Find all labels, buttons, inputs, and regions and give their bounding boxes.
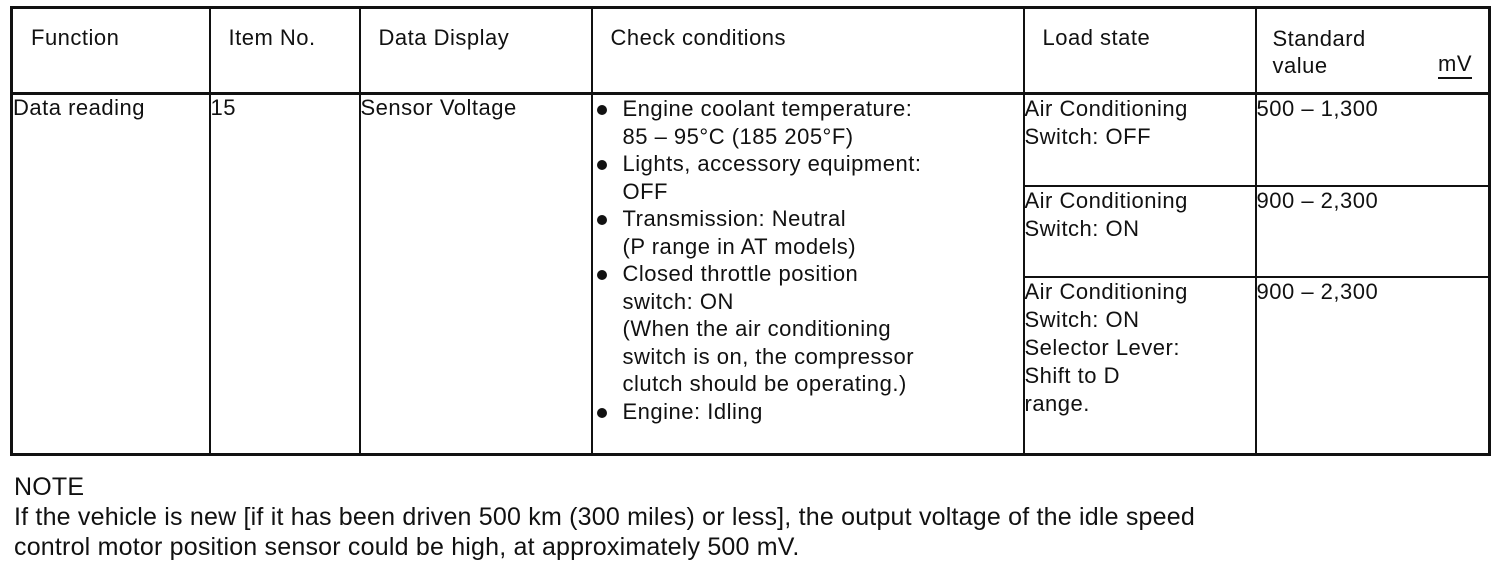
check-condition-item — [593, 150, 1023, 205]
cell-data-display: Sensor Voltage — [360, 94, 592, 455]
note-text-line: control motor position sensor could be high, at approximately 500 mV. — [14, 533, 800, 561]
check-condition-line: switch is on, the compressor — [622, 343, 915, 369]
cell-check-conditions — [592, 94, 1024, 455]
check-condition-line: Transmission: Neutral — [622, 206, 847, 231]
cell-standard-value-3: 900 – 2,300 — [1256, 277, 1490, 455]
bullet-icon — [597, 105, 607, 115]
check-condition-line: 85 – 95°C (185 205°F) — [622, 123, 854, 149]
cell-standard-value-2: 900 – 2,300 — [1256, 186, 1490, 277]
load-state-1-line: Switch: OFF — [1024, 124, 1152, 149]
check-condition-line: switch: ON — [622, 288, 734, 314]
cell-load-state-2 — [1024, 186, 1256, 277]
header-function: Function — [12, 8, 210, 94]
table-row — [12, 94, 1490, 186]
check-condition-item — [593, 260, 1023, 398]
header-standard-value-line2-wrap — [1273, 52, 1473, 79]
check-condition-item — [593, 398, 1023, 426]
load-state-3-line: Shift to D — [1024, 362, 1120, 388]
load-state-3-line: range. — [1024, 390, 1090, 416]
check-conditions-list — [593, 95, 1023, 425]
bullet-icon — [597, 408, 607, 418]
check-condition-line: Lights, accessory equipment: — [622, 151, 922, 176]
table-header-row — [12, 8, 1490, 94]
header-data-display: Data Display — [360, 8, 592, 94]
note-title: NOTE — [14, 473, 85, 501]
note-text-line: If the vehicle is new [if it has been driven 500 km (300 miles) or less], the output voltage of the idle speed — [14, 503, 1195, 531]
check-condition-line: Engine coolant temperature: — [622, 96, 913, 121]
check-condition-line: (P range in AT models) — [622, 233, 857, 259]
note-section — [14, 472, 1494, 562]
bullet-icon — [597, 160, 607, 170]
check-condition-item — [593, 205, 1023, 260]
check-condition-line: OFF — [622, 178, 668, 204]
header-check-conditions: Check conditions — [592, 8, 1024, 94]
check-condition-item — [593, 95, 1023, 150]
load-state-1-line: Air Conditioning — [1024, 96, 1188, 121]
check-condition-line: (When the air conditioning — [622, 316, 892, 341]
header-item-no: Item No. — [210, 8, 360, 94]
check-condition-line: Engine: Idling — [622, 398, 763, 424]
header-standard-value-unit: mV — [1438, 52, 1472, 79]
load-state-3-line: Switch: ON — [1024, 306, 1140, 332]
cell-load-state-1 — [1024, 94, 1256, 186]
bullet-icon — [597, 270, 607, 280]
cell-load-state-3 — [1024, 277, 1256, 455]
bullet-icon — [597, 215, 607, 225]
sensor-voltage-spec-table — [10, 6, 1491, 456]
load-state-3-line: Air Conditioning — [1024, 278, 1188, 304]
header-standard-value-line2: value — [1272, 53, 1328, 78]
check-condition-line: clutch should be operating.) — [622, 371, 907, 396]
check-condition-line: Closed throttle position — [622, 261, 859, 286]
cell-item-no: 15 — [210, 94, 360, 455]
cell-function: Data reading — [12, 94, 210, 455]
header-standard-value — [1256, 8, 1490, 94]
header-load-state: Load state — [1024, 8, 1256, 94]
load-state-2-line: Switch: ON — [1024, 215, 1140, 241]
load-state-2-line: Air Conditioning — [1024, 187, 1188, 213]
cell-standard-value-1: 500 – 1,300 — [1256, 94, 1490, 186]
load-state-3-line: Selector Lever: — [1024, 334, 1180, 360]
header-standard-value-line1: Standard — [1272, 26, 1366, 51]
